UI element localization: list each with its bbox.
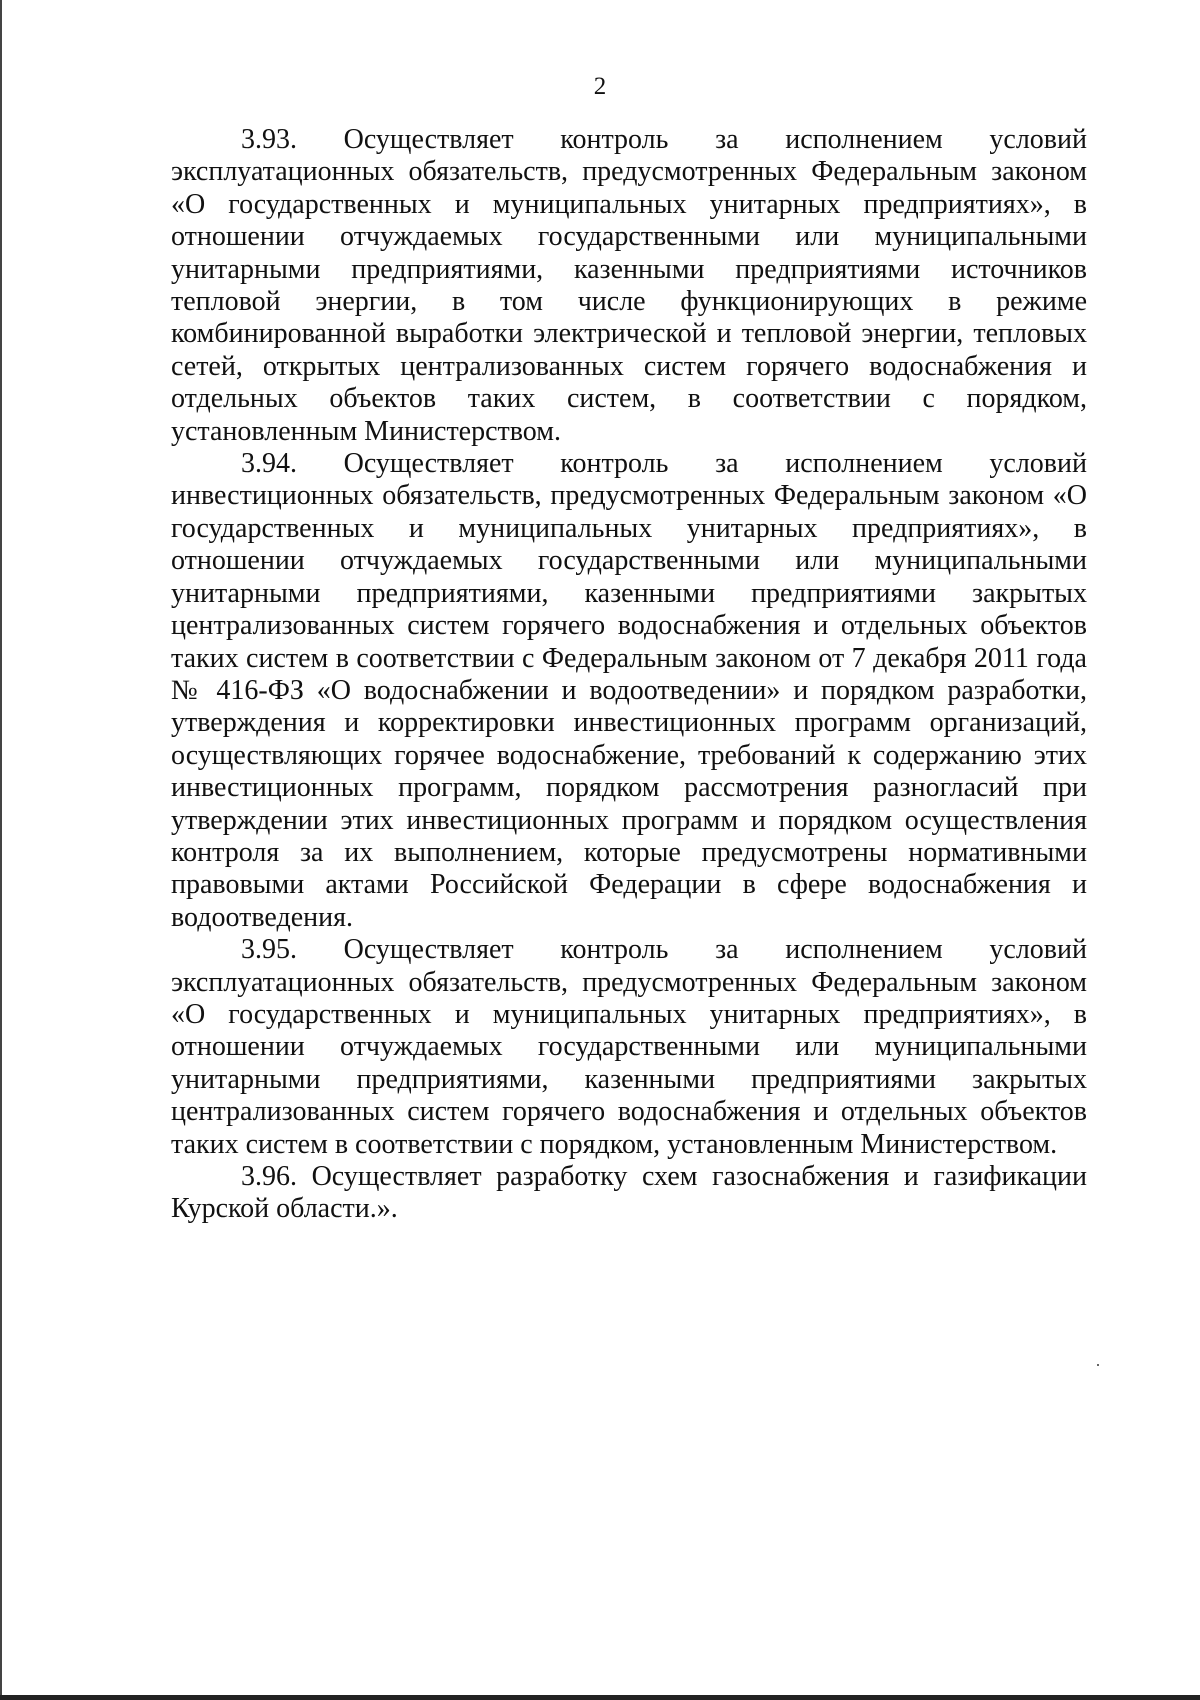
scan-speck (1097, 1364, 1099, 1366)
scan-left-edge (0, 0, 2, 1700)
scan-bottom-edge (0, 1695, 1200, 1700)
document-body (171, 124, 1087, 1226)
paragraph-3-94: 3.94. Осуществляет контроль за исполнением условий инвестиционных обязательств, предусмотренных Федеральным законом «О государственных и муниципальных унитарных предприятиях», в отношении отчуждаемых государственными или муниципальными унитарными предприятиями, казенными предприятиями закрытых централизованных систем горячего водоснабжения и отдельных объектов таких систем в соответствии с Федеральным законом от 7 декабря 2011 года № 416-ФЗ «О водоснабжении и водоотведении» и порядком разработки, утверждения и корректировки инвестиционных программ организаций, осуществляющих горячее водоснабжение, требований к содержанию этих инвестиционных программ, порядком рассмотрения разногласий при утверждении этих инвестиционных программ и порядком осуществления контроля за их выполнением, которые предусмотрены нормативными правовыми актами Российской Федерации в сфере водоснабжения и водоотведения. (171, 448, 1087, 933)
paragraph-3-96: 3.96. Осуществляет разработку схем газоснабжения и газификации Курской области.». (171, 1161, 1087, 1225)
page-number: 2 (593, 73, 607, 100)
paragraph-3-93: 3.93. Осуществляет контроль за исполнением условий эксплуатационных обязательств, предусмотренных Федеральным законом «О государственных и муниципальных унитарных предприятиях», в отношении отчуждаемых государственными или муниципальными унитарными предприятиями, казенными предприятиями источников тепловой энергии, в том числе функционирующих в режиме комбинированной выработки электрической и тепловой энергии, тепловых сетей, открытых централизованных систем горячего водоснабжения и отдельных объектов таких систем, в соответствии с порядком, установленным Министерством. (171, 124, 1087, 447)
paragraph-3-95: 3.95. Осуществляет контроль за исполнением условий эксплуатационных обязательств, предусмотренных Федеральным законом «О государственных и муниципальных унитарных предприятиях», в отношении отчуждаемых государственными или муниципальными унитарными предприятиями, казенными предприятиями закрытых централизованных систем горячего водоснабжения и отдельных объектов таких систем в соответствии с порядком, установленным Министерством. (171, 934, 1087, 1160)
